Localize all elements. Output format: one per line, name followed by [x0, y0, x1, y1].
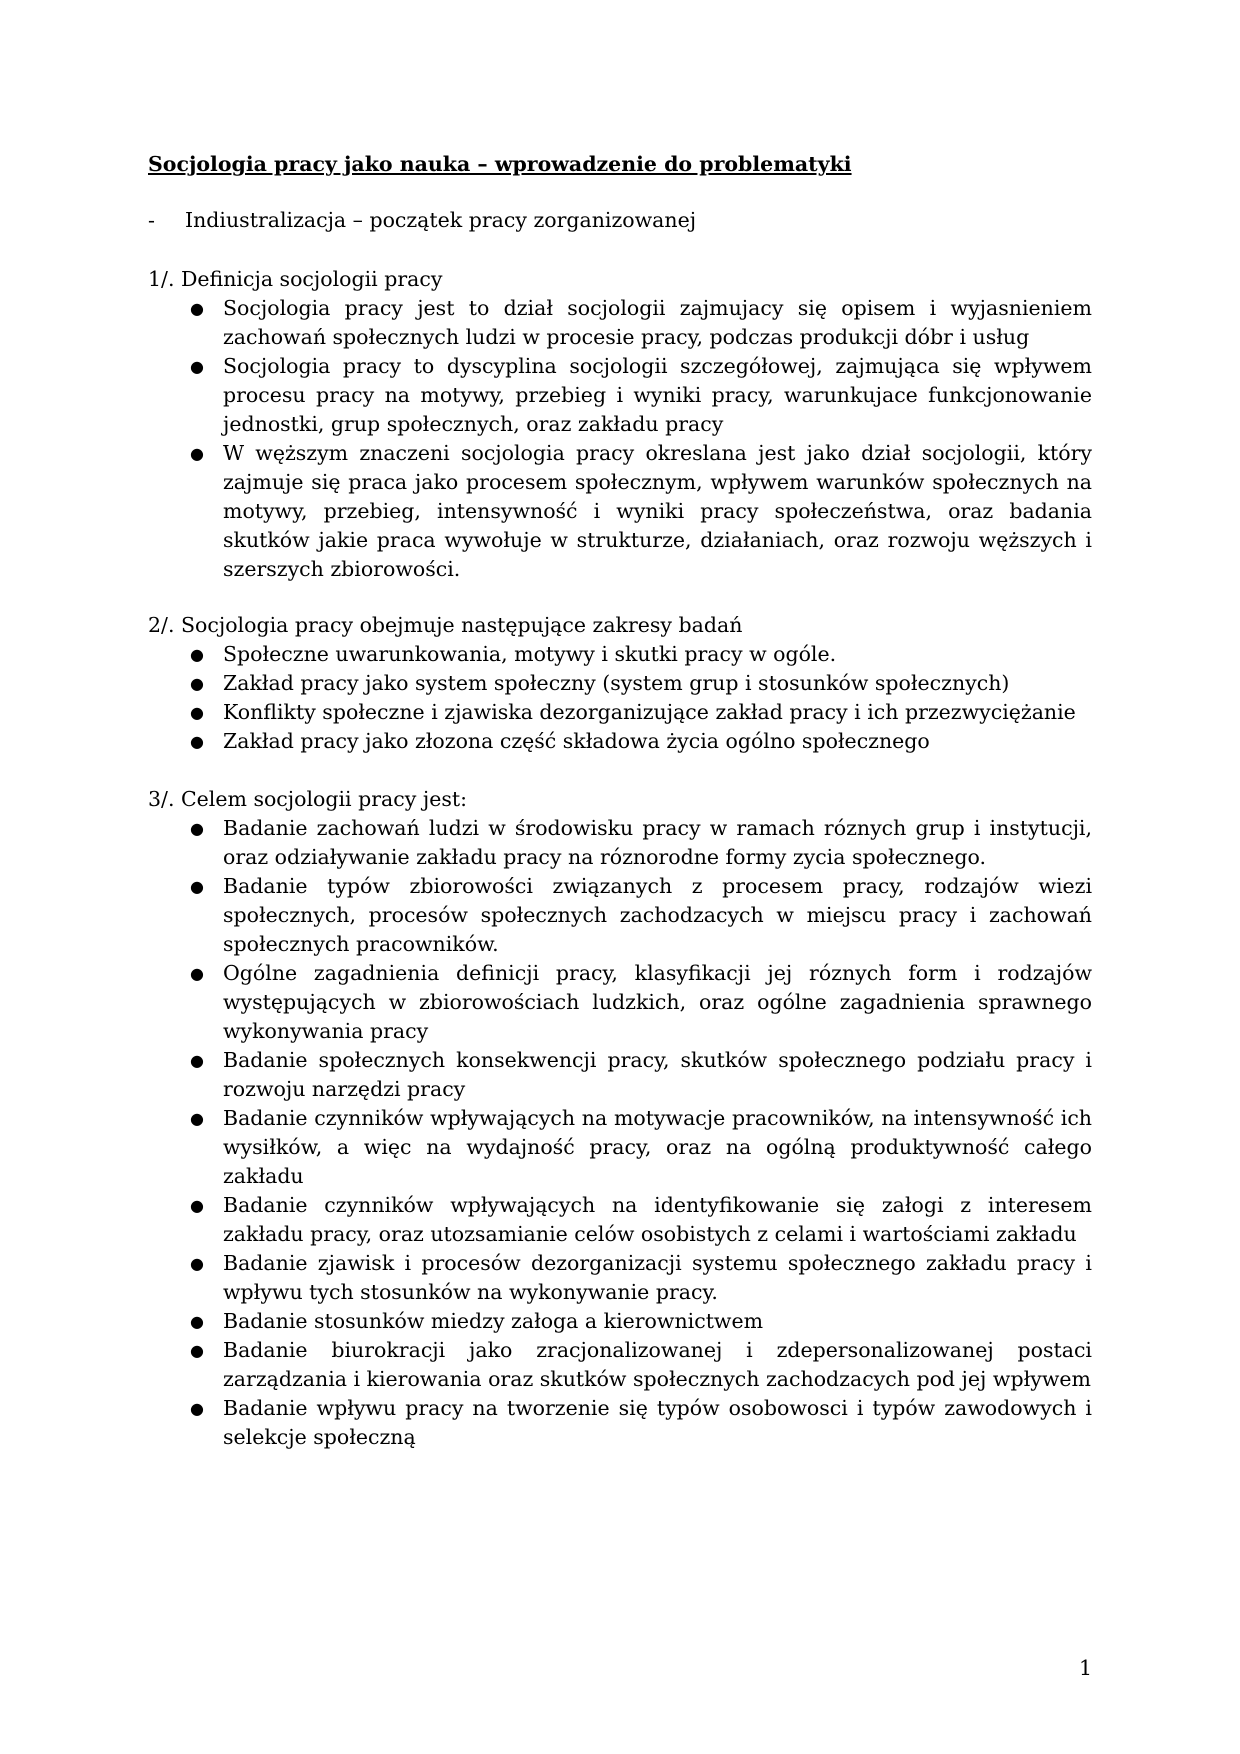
section-goals: [148, 785, 1092, 1452]
list-item-text: Ogólne zagadnienia definicji pracy, klasyfikacji jej róznych form i rodzajów występujących w zbiorowościach ludzkich, oraz ogólne zagadnienia sprawnego wykonywania pracy: [223, 961, 1092, 1043]
list-item-text: Badanie wpływu pracy na tworzenie się typów osobowosci i typów zawodowych i selekcje społeczną: [223, 1396, 1092, 1449]
list-item-text: Badanie typów zbiorowości związanych z procesem pracy, rodzajów wiezi społecznych, procesów społecznych zachodzacych w miejscu pracy i zachowań społecznych pracowników.: [223, 874, 1092, 956]
bullet-icon: ●: [190, 1341, 204, 1360]
list-item: [148, 1249, 1092, 1307]
list-item: [148, 959, 1092, 1046]
list-item-text: Zakład pracy jako system społeczny (system grup i stosunków społecznych): [223, 671, 1010, 695]
bullet-list: [148, 294, 1092, 584]
list-item: [148, 1336, 1092, 1394]
bullet-icon: ●: [190, 964, 204, 983]
list-item-text: Badanie zjawisk i procesów dezorganizacji systemu społecznego zakładu pracy i wpływu tych stosunków na wykonywanie pracy.: [223, 1251, 1092, 1304]
bullet-icon: ●: [190, 1109, 204, 1128]
list-item: [148, 669, 1092, 698]
list-item: [148, 872, 1092, 959]
list-item: [148, 294, 1092, 352]
list-item: [148, 1307, 1092, 1336]
list-item: [148, 814, 1092, 872]
list-item: [148, 1394, 1092, 1452]
list-item-text: Społeczne uwarunkowania, motywy i skutki pracy w ogóle.: [223, 642, 837, 666]
section-heading: 1/. Definicja socjologii pracy: [148, 267, 443, 291]
list-item: [148, 1191, 1092, 1249]
bullet-icon: ●: [190, 703, 204, 722]
bullet-list: [148, 814, 1092, 1452]
bullet-icon: ●: [190, 357, 204, 376]
list-item-text: Badanie zachowań ludzi w środowisku pracy w ramach róznych grup i instytucji, oraz odziaływanie zakładu pracy na róznorodne formy zycia społecznego.: [223, 816, 1092, 869]
list-item-text: Badanie czynników wpływających na identyfikowanie się załogi z interesem zakładu pracy, oraz utozsamianie celów osobistych z celami i wartościami zakładu: [223, 1193, 1092, 1246]
list-item-text: Badanie społecznych konsekwencji pracy, skutków społecznego podziału pracy i rozwoju narzędzi pracy: [223, 1048, 1092, 1101]
list-item-text: Badanie czynników wpływających na motywacje pracowników, na intensywność ich wysiłków, a więc na wydajność pracy, oraz na ogólną produktywność całego zakładu: [223, 1106, 1092, 1188]
bullet-icon: ●: [190, 732, 204, 751]
list-item-text: Badanie stosunków miedzy załoga a kierownictwem: [223, 1309, 764, 1333]
list-item: [148, 439, 1092, 584]
list-item-text: Zakład pracy jako złozona część składowa życia ogólno społecznego: [223, 729, 930, 753]
page-number: 1: [1078, 1656, 1092, 1680]
bullet-icon: ●: [190, 1399, 204, 1418]
document-page: [148, 0, 1092, 1754]
bullet-list: [148, 640, 1092, 756]
document-title: Socjologia pracy jako nauka – wprowadzenie do problematyki: [148, 152, 852, 176]
bullet-icon: ●: [190, 1312, 204, 1331]
intro-line: [148, 206, 696, 235]
bullet-icon: ●: [190, 645, 204, 664]
list-item: [148, 698, 1092, 727]
bullet-icon: ●: [190, 1051, 204, 1070]
section-research-scope: [148, 611, 1092, 756]
bullet-icon: ●: [190, 674, 204, 693]
bullet-icon: ●: [190, 1254, 204, 1273]
bullet-icon: ●: [190, 1196, 204, 1215]
list-item: [148, 352, 1092, 439]
list-item: [148, 640, 1092, 669]
bullet-icon: ●: [190, 819, 204, 838]
list-item: [148, 1104, 1092, 1191]
list-item-text: Badanie biurokracji jako zracjonalizowanej i zdepersonalizowanej postaci zarządzania i kierowania oraz skutków społecznych zachodzacych pod jej wpływem: [223, 1338, 1092, 1391]
intro-text: Indiustralizacja – początek pracy zorganizowanej: [185, 208, 697, 232]
bullet-icon: ●: [190, 444, 204, 463]
list-item: [148, 1046, 1092, 1104]
list-item: [148, 727, 1092, 756]
section-definition: [148, 265, 1092, 584]
section-heading: 3/. Celem socjologii pracy jest:: [148, 787, 468, 811]
list-item-text: W węższym znaczeni socjologia pracy okreslana jest jako dział socjologii, który zajmuje się praca jako procesem społecznym, wpływem warunków społecznych na motywy, przebieg, intensywność i wyniki pracy społeczeństwa, oraz badania skutków jakie praca wywołuje w strukturze, działaniach, oraz rozwoju węższych i szerszych zbiorowości.: [223, 441, 1092, 581]
bullet-icon: ●: [190, 299, 204, 318]
list-item-text: Socjologia pracy to dyscyplina socjologii szczegółowej, zajmująca się wpływem procesu pracy na motywy, przebieg i wyniki pracy, warunkujace funkcjonowanie jednostki, grup społecznych, oraz zakładu pracy: [223, 354, 1092, 436]
list-item-text: Socjologia pracy jest to dział socjologii zajmujacy się opisem i wyjasnieniem zachowań społecznych ludzi w procesie pracy, podczas produkcji dóbr i usług: [223, 296, 1092, 349]
section-heading: 2/. Socjologia pracy obejmuje następujące zakresy badań: [148, 613, 743, 637]
dash-marker: -: [148, 208, 155, 232]
bullet-icon: ●: [190, 877, 204, 896]
list-item-text: Konflikty społeczne i zjawiska dezorganizujące zakład pracy i ich przezwyciężanie: [223, 700, 1076, 724]
